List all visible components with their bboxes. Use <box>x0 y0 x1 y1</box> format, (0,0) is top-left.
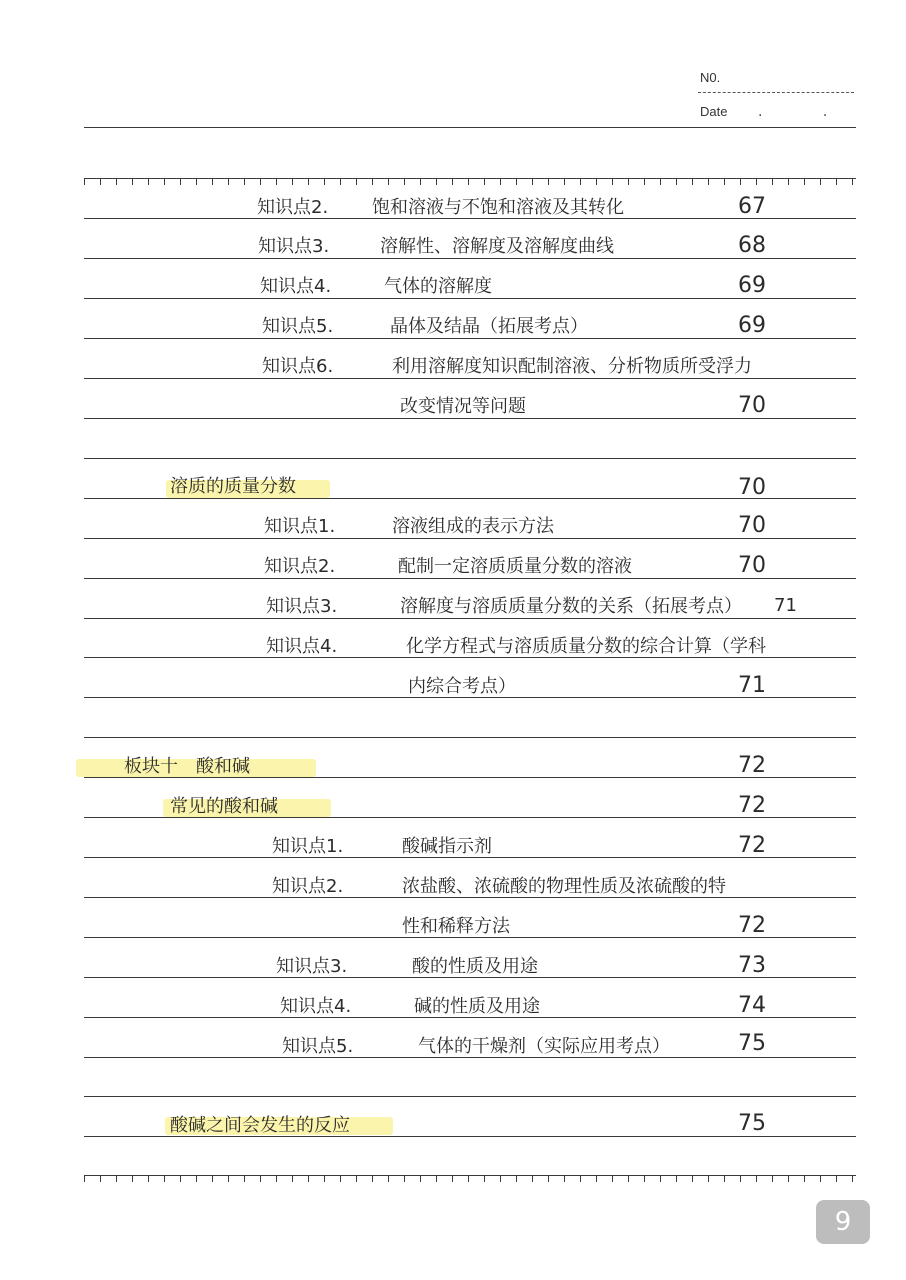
point-text: 化学方程式与溶质质量分数的综合计算（学科 <box>406 636 766 657</box>
page-number: 72 <box>738 913 766 938</box>
point-label: 知识点3. <box>266 596 338 617</box>
ruled-line <box>84 458 856 459</box>
point-label: 知识点1. <box>264 516 336 537</box>
point-text: 碱的性质及用途 <box>414 996 540 1017</box>
section-title: 溶质的质量分数 <box>170 476 296 497</box>
page-number: 72 <box>738 793 766 818</box>
ruled-line <box>84 418 856 419</box>
ruled-line <box>84 127 856 128</box>
page-number: 68 <box>738 233 766 258</box>
point-text: 溶解度与溶质质量分数的关系（拓展考点） <box>400 596 742 617</box>
ruled-line <box>84 578 856 579</box>
ruled-line <box>84 338 856 339</box>
page-number: 70 <box>738 393 766 418</box>
page-number: 70 <box>738 553 766 578</box>
ruled-line <box>84 1096 856 1097</box>
section-title: 常见的酸和碱 <box>170 796 278 817</box>
point-text: 饱和溶液与不饱和溶液及其转化 <box>372 197 624 218</box>
section-title: 板块十 酸和碱 <box>124 756 250 777</box>
point-text: 利用溶解度知识配制溶液、分析物质所受浮力 <box>392 356 752 377</box>
point-text: 晶体及结晶（拓展考点） <box>390 316 588 337</box>
page-number: 70 <box>738 475 766 500</box>
point-text: 气体的溶解度 <box>384 276 492 297</box>
point-label: 知识点1. <box>272 836 344 857</box>
section-title: 酸碱之间会发生的反应 <box>170 1115 350 1136</box>
point-label: 知识点4. <box>266 636 338 657</box>
page-number: 72 <box>738 833 766 858</box>
no-label: N0. <box>700 70 721 85</box>
ruled-line <box>84 538 856 539</box>
point-label: 知识点2. <box>264 556 336 577</box>
page-number: 71 <box>738 673 766 698</box>
point-label: 知识点3. <box>258 236 330 257</box>
point-text: 酸的性质及用途 <box>412 956 538 977</box>
page-number: 75 <box>738 1111 766 1136</box>
point-label: 知识点4. <box>280 996 352 1017</box>
point-text: 浓盐酸、浓硫酸的物理性质及浓硫酸的特 <box>402 876 726 897</box>
ruled-line <box>84 737 856 738</box>
point-label: 知识点2. <box>272 876 344 897</box>
point-label: 知识点3. <box>276 956 348 977</box>
ruled-line <box>84 258 856 259</box>
point-text: 酸碱指示剂 <box>402 836 492 857</box>
page-number: 70 <box>738 513 766 538</box>
ruled-line <box>84 618 856 619</box>
point-label: 知识点4. <box>260 276 332 297</box>
point-label: 知识点5. <box>282 1036 354 1057</box>
page-number: 69 <box>738 273 766 298</box>
point-label: 知识点5. <box>262 316 334 337</box>
page-number: 69 <box>738 313 766 338</box>
page-number: 67 <box>738 194 766 219</box>
date-label: Date <box>700 104 728 119</box>
point-text: 气体的干燥剂（实际应用考点） <box>418 1036 670 1057</box>
ruled-line-bottom <box>84 1175 856 1184</box>
point-text-continued: 改变情况等问题 <box>400 396 526 417</box>
ruled-line-top <box>84 178 856 187</box>
page-number: 74 <box>738 993 766 1018</box>
page-badge: 9 <box>816 1200 870 1244</box>
point-text-continued: 内综合考点） <box>408 676 516 697</box>
page-number: 75 <box>738 1031 766 1056</box>
no-underline <box>698 92 854 93</box>
ruled-line <box>84 378 856 379</box>
page-number: 72 <box>738 753 766 778</box>
ruled-line <box>84 298 856 299</box>
page-number: 73 <box>738 953 766 978</box>
point-text-continued: 性和稀释方法 <box>402 916 510 937</box>
page-number: 71 <box>774 595 797 616</box>
point-text: 配制一定溶质质量分数的溶液 <box>398 556 632 577</box>
point-text: 溶液组成的表示方法 <box>392 516 554 537</box>
point-label: 知识点6. <box>262 356 334 377</box>
point-text: 溶解性、溶解度及溶解度曲线 <box>380 236 614 257</box>
point-label: 知识点2. <box>257 197 329 218</box>
date-separators: . . <box>758 104 856 120</box>
